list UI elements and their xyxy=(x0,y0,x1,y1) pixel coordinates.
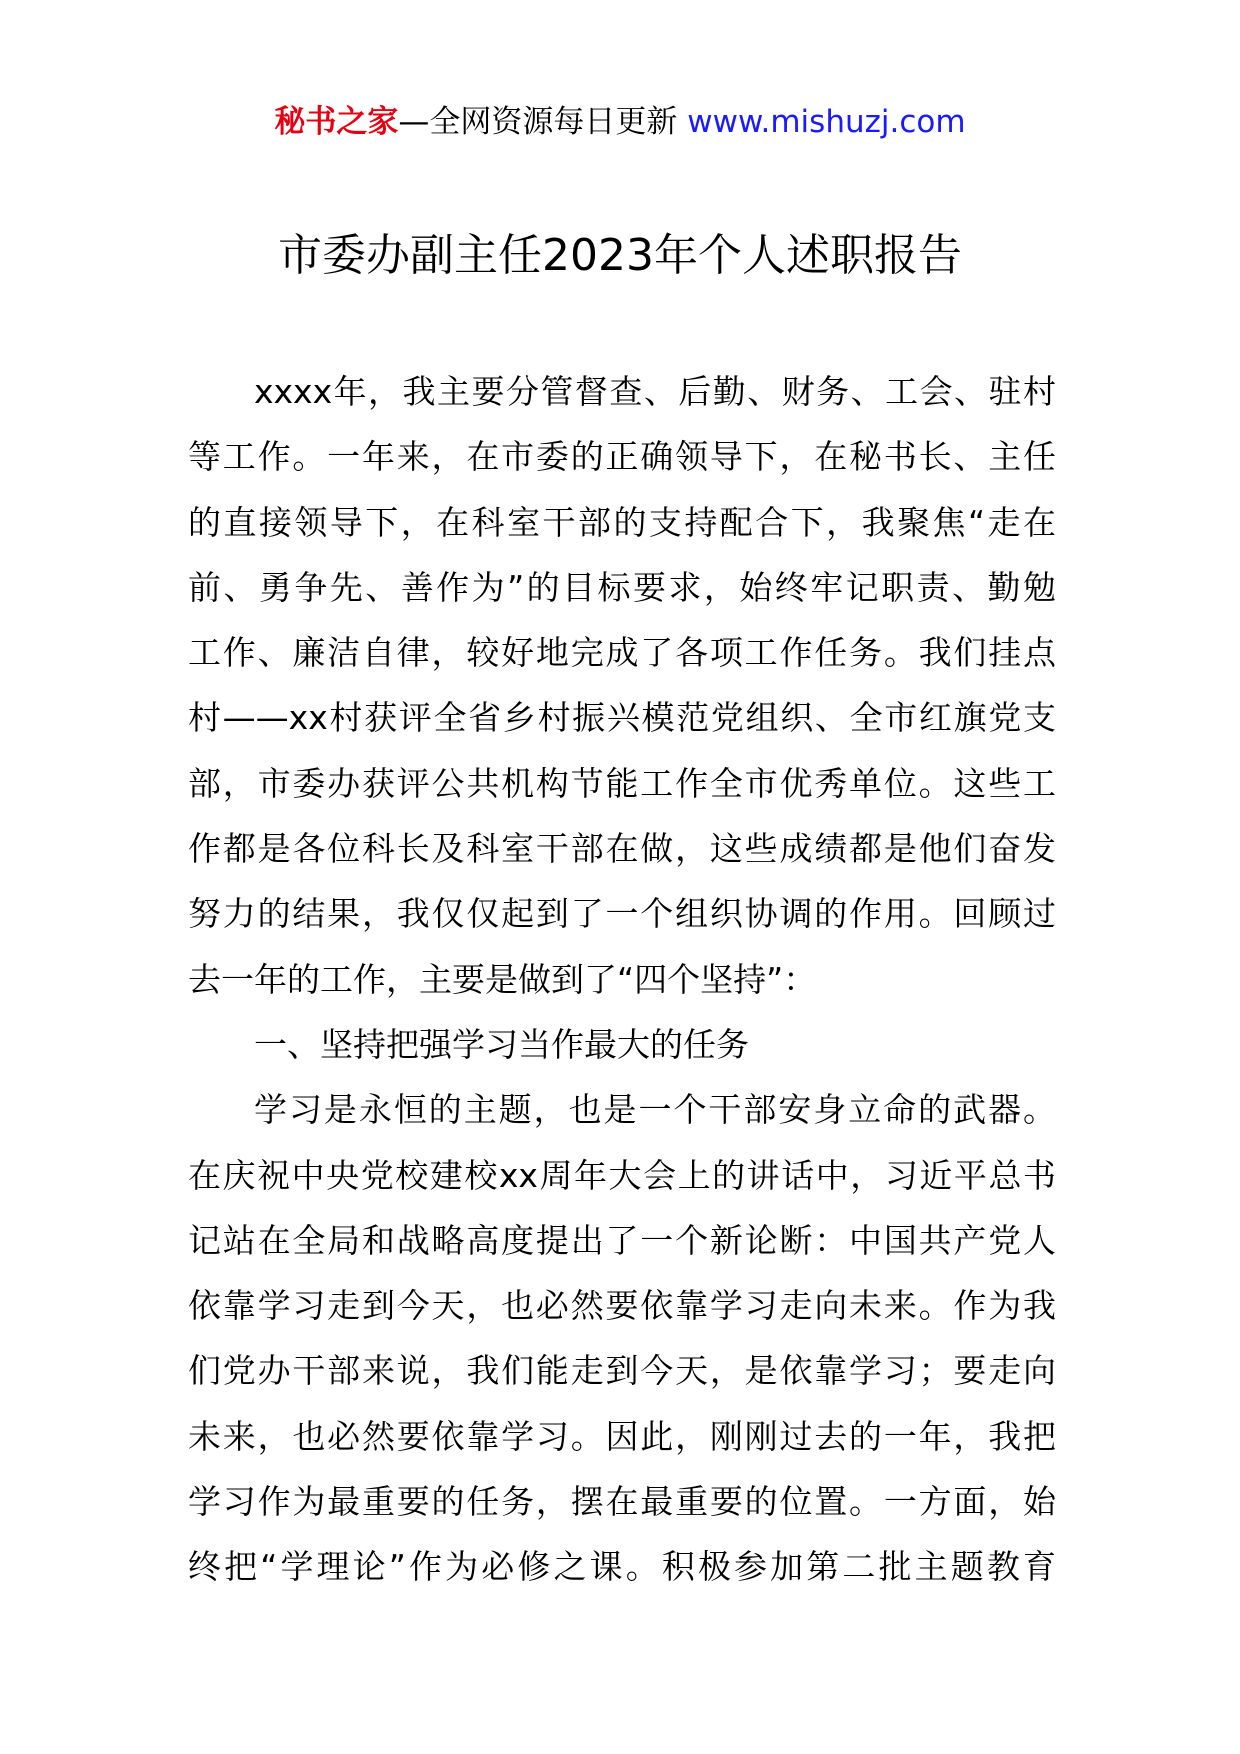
body-line: 学习作为最重要的任务，摆在最重要的位置。一方面，始 xyxy=(188,1482,1056,1522)
site-url-link[interactable]: www.mishuzj.com xyxy=(687,104,966,140)
body-line: 们党办干部来说，我们能走到今天，是依靠学习；要走向 xyxy=(188,1351,1056,1391)
body-line: 作都是各位科长及科室干部在做，这些成绩都是他们奋发 xyxy=(188,829,1056,869)
body-line: 部，市委办获评公共机构节能工作全市优秀单位。这些工 xyxy=(188,763,1056,803)
body-line: 终把“学理论”作为必修之课。积极参加第二批主题教育 xyxy=(188,1547,1056,1587)
body-line: 去一年的工作，主要是做到了“四个坚持”： xyxy=(188,959,817,999)
body-line: 未来，也必然要依靠学习。因此，刚刚过去的一年，我把 xyxy=(188,1416,1056,1456)
body-line: 依靠学习走到今天，也必然要依靠学习走向未来。作为我 xyxy=(188,1286,1056,1326)
body-line: 村——xx村获评全省乡村振兴模范党组织、全市红旗党支 xyxy=(188,698,1056,738)
body-line: 工作、廉洁自律，较好地完成了各项工作任务。我们挂点 xyxy=(188,633,1056,673)
section-heading: 一、坚持把强学习当作最大的任务 xyxy=(254,1024,749,1064)
body-line: xxxx年，我主要分管督查、后勤、财务、工会、驻村 xyxy=(254,372,1056,411)
body-line: 的直接领导下，在科室干部的支持配合下，我聚焦“走在 xyxy=(188,502,1056,542)
body-line: 前、勇争先、善作为”的目标要求，始终牢记职责、勤勉 xyxy=(188,567,1056,607)
body-line: 记站在全局和战略高度提出了一个新论断：中国共产党人 xyxy=(188,1220,1056,1260)
site-header xyxy=(0,100,1240,144)
document-title: 市委办副主任2023年个人述职报告 xyxy=(278,230,962,281)
body-line: 在庆祝中央党校建校xx周年大会上的讲话中，习近平总书 xyxy=(188,1155,1056,1195)
body-line: 学习是永恒的主题，也是一个干部安身立命的武器。 xyxy=(254,1090,1056,1130)
document-body xyxy=(188,359,1056,1600)
brand-name: 秘书之家 xyxy=(274,104,399,140)
site-slogan: —全网资源每日更新 xyxy=(398,104,678,140)
body-line: 等工作。一年来，在市委的正确领导下，在秘书长、主任 xyxy=(188,437,1056,477)
body-line: 努力的结果，我仅仅起到了一个组织协调的作用。回顾过 xyxy=(188,894,1056,934)
